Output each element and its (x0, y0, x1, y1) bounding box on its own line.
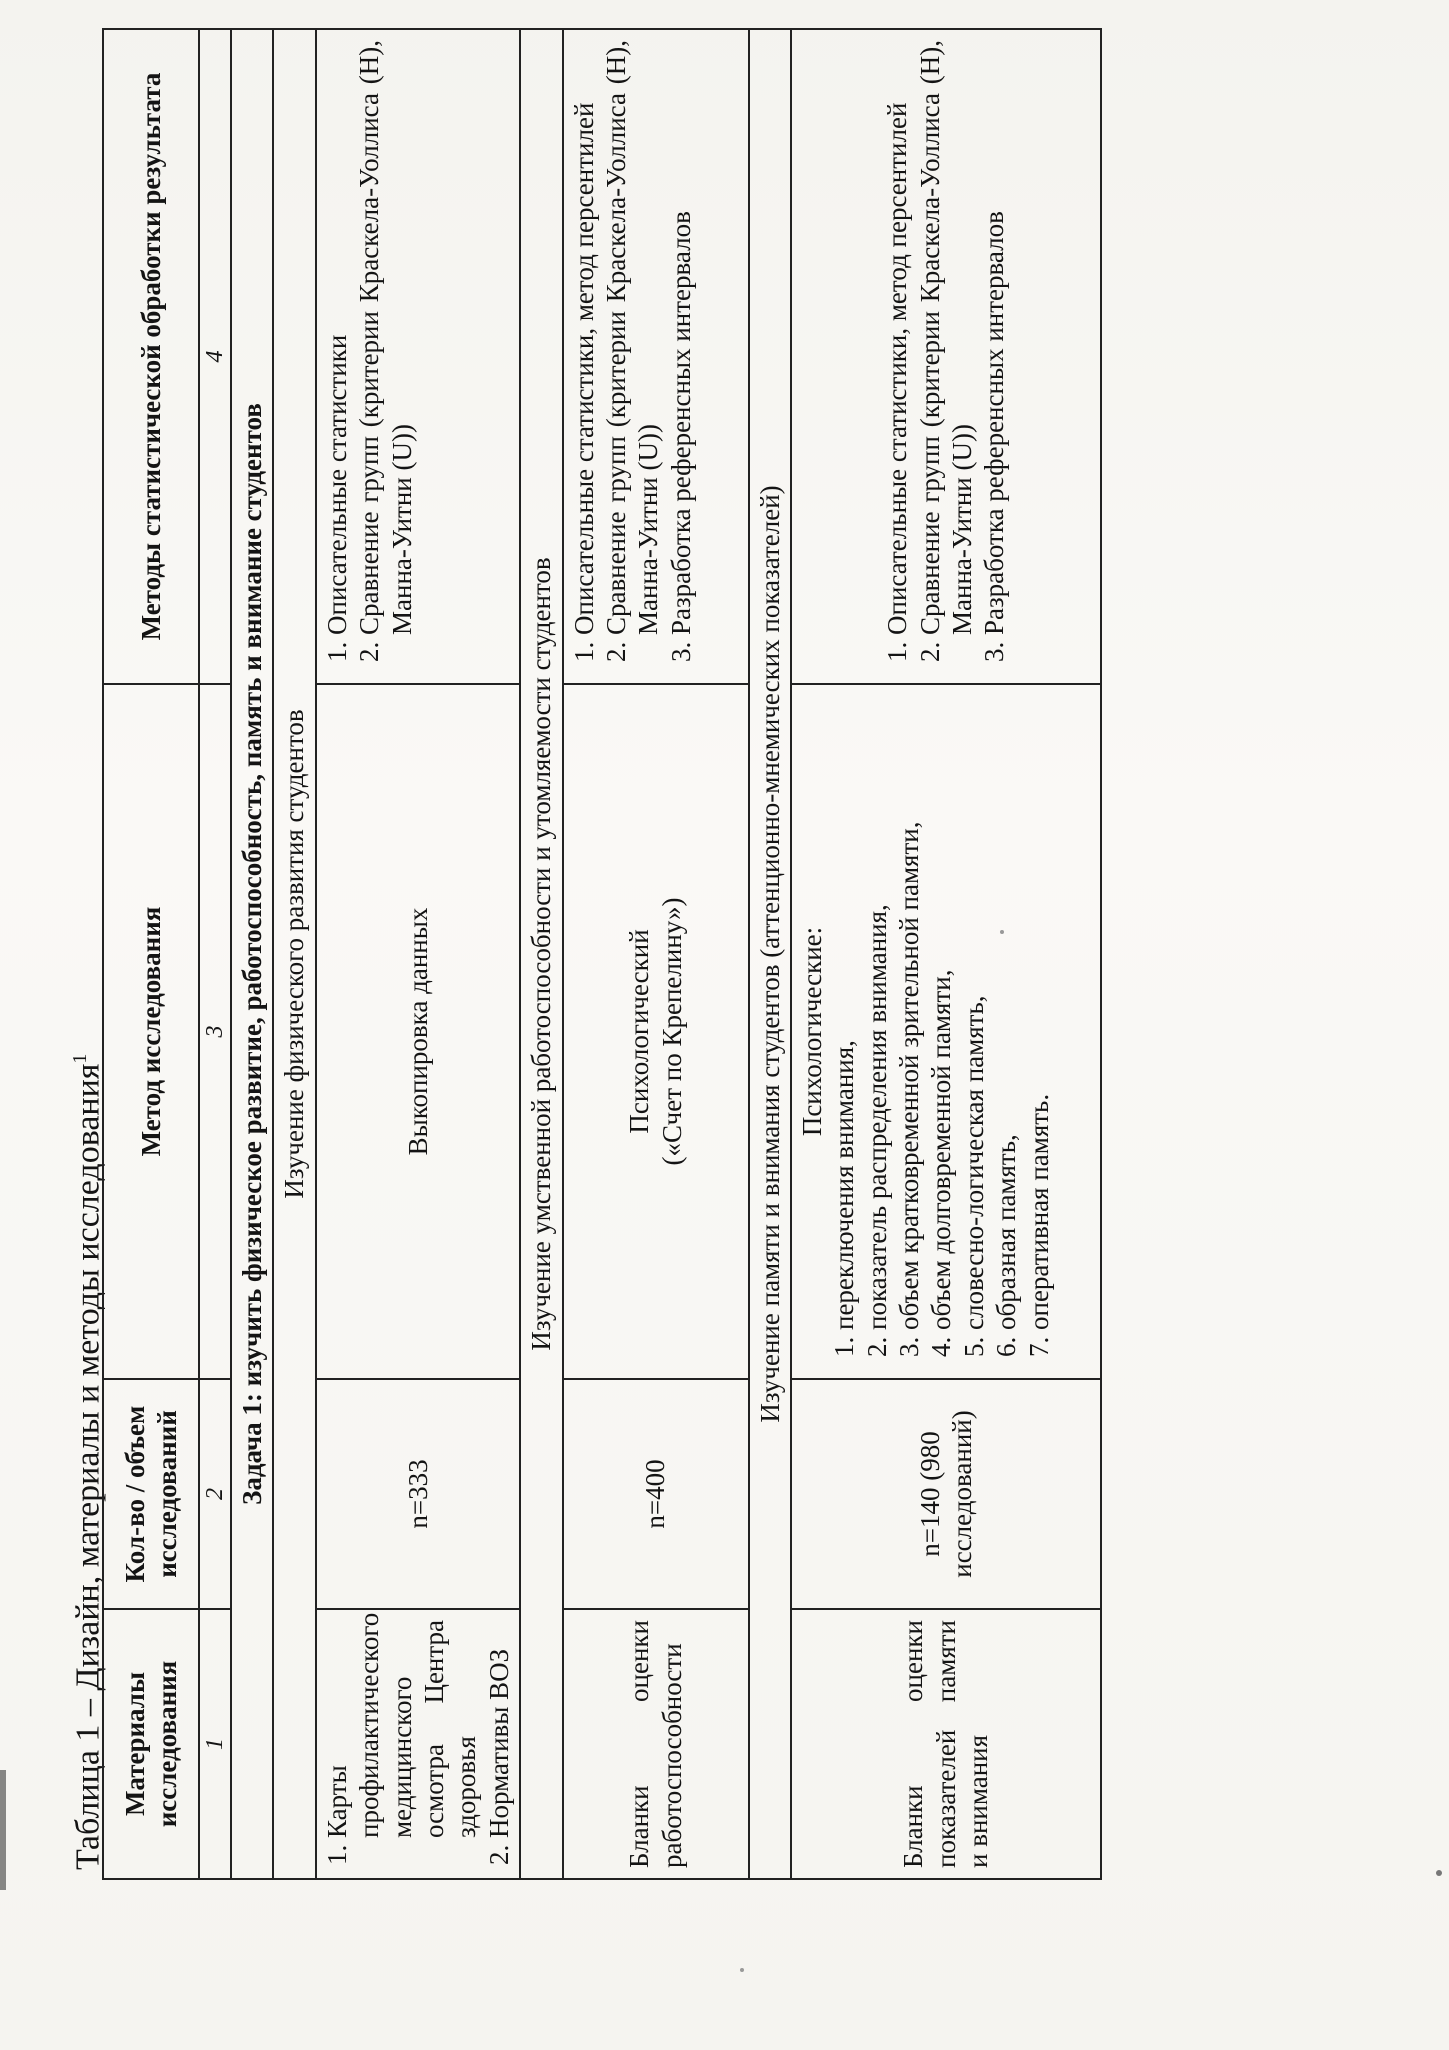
stats-item: 2. Сравнение групп (критерии Краскела-Уоллиса (H), Манна-Уитни (U)) (914, 40, 979, 635)
section-title-row (749, 29, 791, 1879)
section-1-materials (316, 1609, 520, 1879)
section-2-title: Изучение умственной работоспособности и утомляемости студентов (520, 29, 562, 1879)
section-title-row (273, 29, 315, 1879)
caption-text: Таблица 1 – Дизайн, материалы и методы исследования (69, 1063, 107, 1870)
section-3-method (791, 684, 1101, 1379)
stats-item: 3. Разработка референсных интервалов (978, 40, 1010, 635)
header-materials: Материалы исследования (103, 1609, 199, 1879)
col-number: 3 (199, 684, 231, 1379)
column-number-row (199, 29, 231, 1879)
scan-speck (740, 1968, 744, 1972)
section-3-title: Изучение памяти и внимания студентов (аттенционно-мнемических показателей) (749, 29, 791, 1879)
method-item: 1. переключения внимания, (828, 695, 860, 1330)
method-title: Психологические: (796, 926, 827, 1137)
section-1-stats (316, 29, 520, 684)
section-2-count: n=400 (563, 1379, 749, 1609)
method-item: 7. оперативная память. (1023, 695, 1055, 1330)
methods-table (102, 28, 1102, 1880)
scan-edge-shadow (0, 1770, 6, 1890)
section-1-row (316, 29, 520, 1879)
material-item: 2. Нормативы ВОЗ (483, 1620, 515, 1838)
method-item: 2. показатель распределения внимания, (861, 695, 893, 1330)
col-number: 2 (199, 1379, 231, 1609)
section-3-stats (791, 29, 1101, 684)
section-title-row (520, 29, 562, 1879)
method-line: («Счет по Крепелину») (656, 897, 687, 1166)
header-stats: Методы статистической обработки результата (103, 29, 199, 684)
stats-item: 2. Сравнение групп (критерии Краскела-Уоллиса (H), Манна-Уитни (U)) (353, 40, 418, 635)
section-1-title: Изучение физического развития студентов (273, 29, 315, 1879)
col-number: 1 (199, 1609, 231, 1879)
rotated-document (48, 20, 1428, 1880)
stats-item: 1. Описательные статистики, метод персентилей (881, 40, 913, 635)
method-item: 3. объем кратковременной зрительной памяти, (893, 695, 925, 1330)
method-item: 6. образная память, (990, 695, 1022, 1330)
section-2-stats (563, 29, 749, 684)
task-row (231, 29, 273, 1879)
task-1-title: Задача 1: изучить физическое развитие, работоспособность, память и внимание студентов (231, 29, 273, 1879)
header-count: Кол-во / объем исследований (103, 1379, 199, 1609)
caption-footnote: 1 (69, 1053, 91, 1064)
stats-item: 2. Сравнение групп (критерии Краскела-Уоллиса (H), Манна-Уитни (U)) (600, 40, 665, 635)
header-row (103, 29, 199, 1879)
stats-item: 1. Описательные статистики, метод персентилей (568, 40, 600, 635)
header-method: Метод исследования (103, 684, 199, 1379)
method-line: Психологический (624, 929, 655, 1134)
col-number: 4 (199, 29, 231, 684)
stats-item: 1. Описательные статистики (321, 40, 353, 635)
section-2-row (563, 29, 749, 1879)
section-3-materials: Бланки оценки показателей памяти и внимания (791, 1609, 1101, 1879)
stats-item: 3. Разработка референсных интервалов (665, 40, 697, 635)
method-item: 4. объем долговременной памяти, (925, 695, 957, 1330)
section-2-method (563, 684, 749, 1379)
section-1-count: n=333 (316, 1379, 520, 1609)
section-1-method: Выкопировка данных (316, 684, 520, 1379)
material-item: 1. Карты профилактического медицинского осмотра Центра здоровья (321, 1620, 483, 1838)
section-2-materials: Бланки оценки работоспособности (563, 1609, 749, 1879)
section-3-row (791, 29, 1101, 1879)
method-item: 5. словесно-логическая память, (958, 695, 990, 1330)
section-3-count: n=140 (980 исследований) (791, 1379, 1101, 1609)
scan-speck (1436, 1870, 1442, 1876)
